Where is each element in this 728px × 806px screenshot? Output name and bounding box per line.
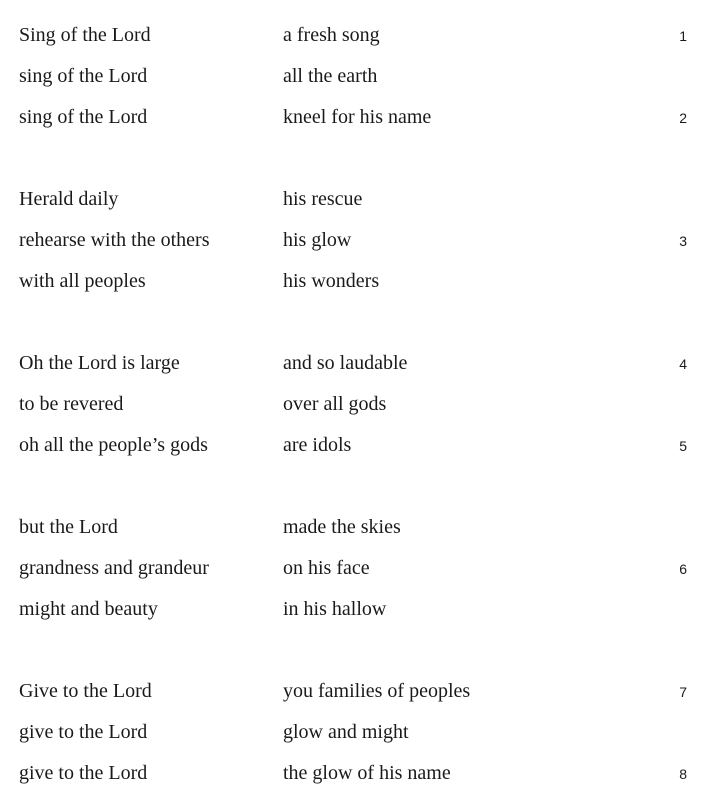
line-second-half: glow and might	[283, 721, 409, 743]
line-second-half: his rescue	[283, 188, 363, 210]
poem-line	[0, 226, 728, 267]
verse-number: 3	[679, 233, 687, 249]
line-second-half: all the earth	[283, 65, 378, 87]
line-first-half: give to the Lord	[19, 762, 148, 784]
line-first-half: Oh the Lord is large	[19, 352, 180, 374]
line-first-half: sing of the Lord	[19, 106, 148, 128]
verse-number: 7	[679, 684, 687, 700]
poem-line	[0, 267, 728, 308]
verse-number: 5	[679, 438, 687, 454]
line-second-half: over all gods	[283, 393, 387, 415]
poem-line	[0, 513, 728, 554]
poem-line	[0, 554, 728, 595]
line-first-half: give to the Lord	[19, 721, 148, 743]
poem-line	[0, 349, 728, 390]
line-first-half: with all peoples	[19, 270, 146, 292]
verse-number: 2	[679, 110, 687, 126]
line-second-half: are idols	[283, 434, 352, 456]
poem-line	[0, 390, 728, 431]
poem-line	[0, 595, 728, 636]
line-second-half: a fresh song	[283, 24, 380, 46]
line-second-half: you families of peoples	[283, 680, 471, 702]
line-first-half: oh all the people’s gods	[19, 434, 208, 456]
line-first-half: Herald daily	[19, 188, 119, 210]
verse-number: 8	[679, 766, 687, 782]
line-second-half: the glow of his name	[283, 762, 451, 784]
line-second-half: and so laudable	[283, 352, 408, 374]
poem-line	[0, 103, 728, 144]
verse-number: 6	[679, 561, 687, 577]
poem-line	[0, 185, 728, 226]
line-second-half: made the skies	[283, 516, 401, 538]
poem-line	[0, 759, 728, 800]
line-first-half: but the Lord	[19, 516, 118, 538]
line-first-half: Sing of the Lord	[19, 24, 151, 46]
verse-number: 1	[679, 28, 687, 44]
poem-line	[0, 677, 728, 718]
line-second-half: on his face	[283, 557, 370, 579]
line-first-half: grandness and grandeur	[19, 557, 209, 579]
line-second-half: his wonders	[283, 270, 380, 292]
poem-line	[0, 431, 728, 472]
line-second-half: kneel for his name	[283, 106, 432, 128]
line-second-half: in his hallow	[283, 598, 387, 620]
verse-number: 4	[679, 356, 687, 372]
line-second-half: his glow	[283, 229, 352, 251]
poem-line	[0, 21, 728, 62]
poem-line	[0, 718, 728, 759]
line-first-half: Give to the Lord	[19, 680, 152, 702]
line-first-half: sing of the Lord	[19, 65, 148, 87]
line-first-half: rehearse with the others	[19, 229, 210, 251]
line-first-half: might and beauty	[19, 598, 158, 620]
line-first-half: to be revered	[19, 393, 124, 415]
poem-line	[0, 62, 728, 103]
